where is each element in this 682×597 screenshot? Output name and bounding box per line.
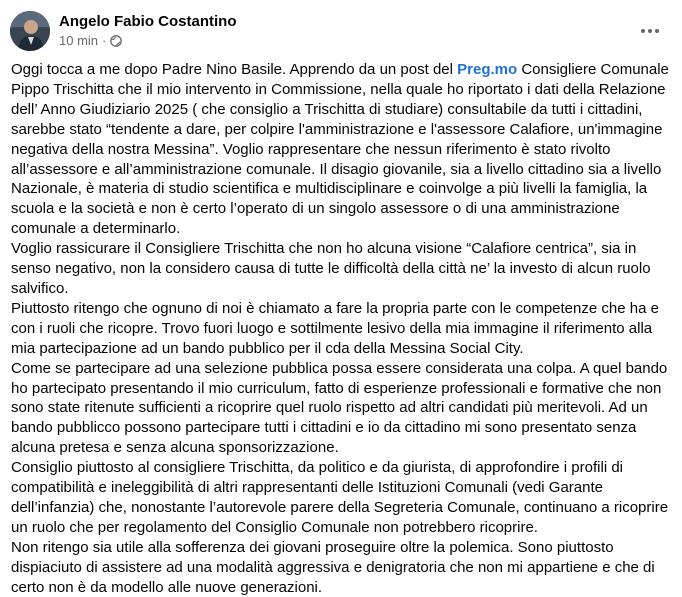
globe-icon[interactable] [110,35,122,47]
post-body [11,60,677,597]
paragraph: Piuttosto ritengo che ognuno di noi è chiamato a fare la propria parte con le competenze che ha e con i ruoli che ricopre. Trovo fuori luogo e sottilmente lesivo della mia immagine il riferimento alla mia partecipazione ad un bando pubblico per il cda della Messina Social City. [11,299,659,357]
paragraph: Come se partecipare ad una selezione pubblica possa essere considerata una colpa. A quel bando ho partecipato presentando il mio curriculum, fatto di esperienze professionali e formative che non sono state ritenute sufficienti a ricoprire quel ruolo rispetto ad altri candidati più meritevoli. Ad un bando pubblicco possono partecipare tutti i cittadini e io da cittadino mi sono presentato senza alcuna pretesa e senza alcuna sponsorizzazione. [11,359,668,457]
author-name[interactable]: Angelo Fabio Costantino [59,13,237,30]
paragraph: Consiglio piuttosto al consigliere Trischitta, da politico e da giurista, di approfondire i profili di compatibilità e ineleggibilità di altri rappresentanti delle Istituzioni Comunali (vedi Garante dell’infanzia) che, nonostante l’autorevole parere della Segreteria Comunale, continuano a ricoprire un ruolo che per regolamento del Consiglio Comunale non potrebbero ricoprire. [11,459,669,536]
mention-link[interactable]: Preg.mo [457,61,518,78]
more-options-button[interactable] [636,17,664,45]
avatar-photo [10,11,50,51]
paragraph: Oggi tocca a me dopo Padre Nino Basile. Apprendo da un post del Preg.mo Consigliere Comunale Pippo Trischitta che il mio intervento in Commissione, nella quale ho riportato i dati della Relazione dell’ Anno Giudiziario 2025 ( che consiglio a Trischitta di studiare) consultabile da tutti i cittadini, sarebbe stato “tendente a dare, per colpire l'amministrazione e l'assessore Calafiore, un'immagine negativa della nostra Messina”. Voglio rappresentare che nessun riferimento è stato rivolto all’assessore e all’amministrazione comunale. Il disagio giovanile, sia a livello cittadino sia a livello Nazionale, è materia di studio scientifica e multidisciplinare e coinvolge a più livelli la famiglia, la scuola e la società e non è certo l’operato di un singolo assessore o di una amministrazione comunale a determinarlo. [11,61,669,238]
separator: · [102,33,107,48]
timestamp[interactable]: 10 min [59,33,99,48]
paragraph: Non ritengo sia utile alla sofferenza dei giovani proseguire oltre la polemica. Sono piuttosto dispiaciuto di assistere ad una modalità aggressiva e denigratoria che non mi appartiene e che di certo non è da modello alle nuove generazioni. [11,538,655,596]
paragraph: Voglio rassicurare il Consigliere Trischitta che non ho alcuna visione “Calafiore centrica”, sia in senso negativo, non la considero causa di tutte le difficoltà della città ne’ la investo di alcun ruolo salvifico. [11,240,651,297]
post-header [10,11,682,53]
post-meta [59,33,122,48]
avatar[interactable] [10,11,50,51]
more-horizontal-icon [641,29,645,33]
